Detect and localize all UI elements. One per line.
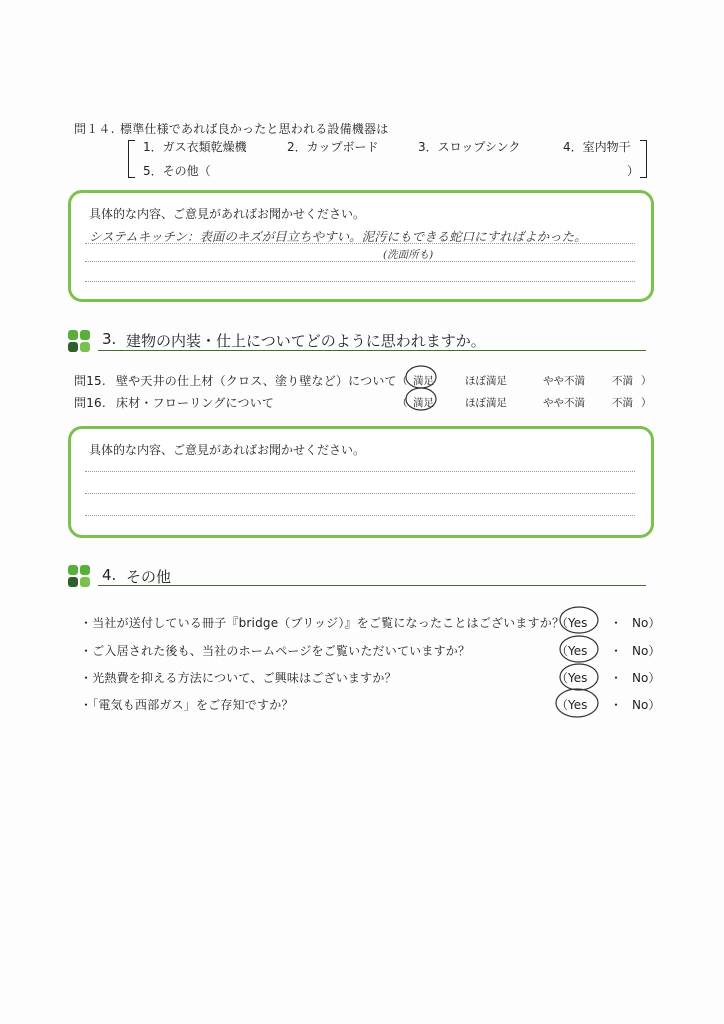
q16-choice-unsatisfied[interactable]: 不満 — [612, 397, 633, 409]
other-yes-1[interactable]: （Yes — [556, 616, 588, 630]
clover-squares-icon — [68, 565, 90, 587]
q14-label: 問１４. — [74, 122, 115, 136]
clover-squares-icon — [68, 330, 90, 352]
q15-close: ） — [641, 375, 652, 387]
handwritten-comment: システムキッチン：表面のキズが目立ちやすい。泥汚にもできる蛇口にすればよかった。 — [89, 229, 587, 244]
q16-label: 問16. — [74, 396, 106, 410]
q15-text: 壁や天井の仕上材（クロス、塗り壁など）について — [116, 374, 397, 388]
other-question-4: ・「電気も西部ガス」をご存知ですか？ — [80, 698, 294, 712]
other-no-1[interactable]: No） — [632, 616, 661, 630]
other-no-3[interactable]: No） — [632, 671, 661, 685]
other-yes-2[interactable]: （Yes — [556, 644, 588, 658]
left-bracket — [128, 140, 135, 178]
right-bracket — [640, 140, 647, 178]
q14-option-4[interactable]: 4．室内物干 — [563, 140, 631, 154]
other-sep-2: ・ — [610, 644, 623, 658]
selection-circle — [403, 386, 439, 412]
handwritten-note: (洗面所も) — [383, 249, 434, 261]
section3-number: 3. — [102, 330, 117, 348]
q15-open: （ — [397, 375, 408, 387]
section3-title: 建物の内装・仕上についてどのように思われますか。 — [126, 332, 486, 350]
q16-choice-somewhat-unsatisfied[interactable]: やや不満 — [543, 397, 585, 409]
writing-line — [85, 243, 635, 244]
section3-rule — [98, 350, 646, 351]
other-no-2[interactable]: No） — [632, 644, 661, 658]
q16-close: ） — [641, 397, 652, 409]
q14-option-5[interactable]: 5．その他（ — [143, 164, 211, 178]
writing-line — [85, 281, 635, 282]
q16-choice-satisfied[interactable]: 満足 — [413, 397, 434, 409]
section4-rule — [98, 585, 646, 586]
q14-close-paren: ） — [627, 164, 640, 178]
other-no-4[interactable]: No） — [632, 698, 661, 712]
comment-box-1[interactable] — [68, 190, 654, 302]
q15-label: 問15. — [74, 374, 106, 388]
q14-text: 標準仕様であれば良かったと思われる設備機器は — [120, 122, 389, 136]
writing-line — [85, 471, 635, 472]
q16-choice-mostly[interactable]: ほぼ満足 — [465, 397, 507, 409]
comment-box-2-label: 具体的な内容、ご意見があればお聞かせください。 — [89, 443, 366, 457]
comment-box-2[interactable] — [68, 426, 654, 538]
q16-open: （ — [397, 397, 408, 409]
other-question-2: ・ご入居された後も、当社のホームページをご覧いただいていますか？ — [80, 644, 471, 658]
other-sep-3: ・ — [610, 671, 623, 685]
other-sep-1: ・ — [610, 616, 623, 630]
selection-circle — [553, 685, 601, 721]
other-question-1: ・当社が送付している冊子『bridge（ブリッジ）』をご覧になったことはございますか？ — [80, 616, 565, 630]
writing-line — [85, 261, 635, 262]
q14-option-2[interactable]: 2．カップボード — [287, 140, 379, 154]
q15-choice-mostly[interactable]: ほぼ満足 — [465, 375, 507, 387]
q14-option-3[interactable]: 3．スロップシンク — [418, 140, 521, 154]
q15-choice-unsatisfied[interactable]: 不満 — [612, 375, 633, 387]
q14-option-1[interactable]: 1．ガス衣類乾燥機 — [143, 140, 247, 154]
section4-title: その他 — [126, 568, 172, 586]
other-yes-3[interactable]: （Yes — [556, 671, 588, 685]
writing-line — [85, 493, 635, 494]
q16-text: 床材・フローリングについて — [116, 396, 275, 410]
writing-line — [85, 515, 635, 516]
q15-choice-satisfied[interactable]: 満足 — [413, 375, 434, 387]
other-sep-4: ・ — [610, 698, 623, 712]
other-yes-4[interactable]: （Yes — [556, 698, 588, 712]
q15-choice-somewhat-unsatisfied[interactable]: やや不満 — [543, 375, 585, 387]
other-question-3: ・光熱費を抑える方法について、ご興味はございますか？ — [80, 671, 397, 685]
section4-number: 4. — [102, 566, 117, 584]
comment-box-1-label: 具体的な内容、ご意見があればお聞かせください。 — [89, 207, 366, 221]
